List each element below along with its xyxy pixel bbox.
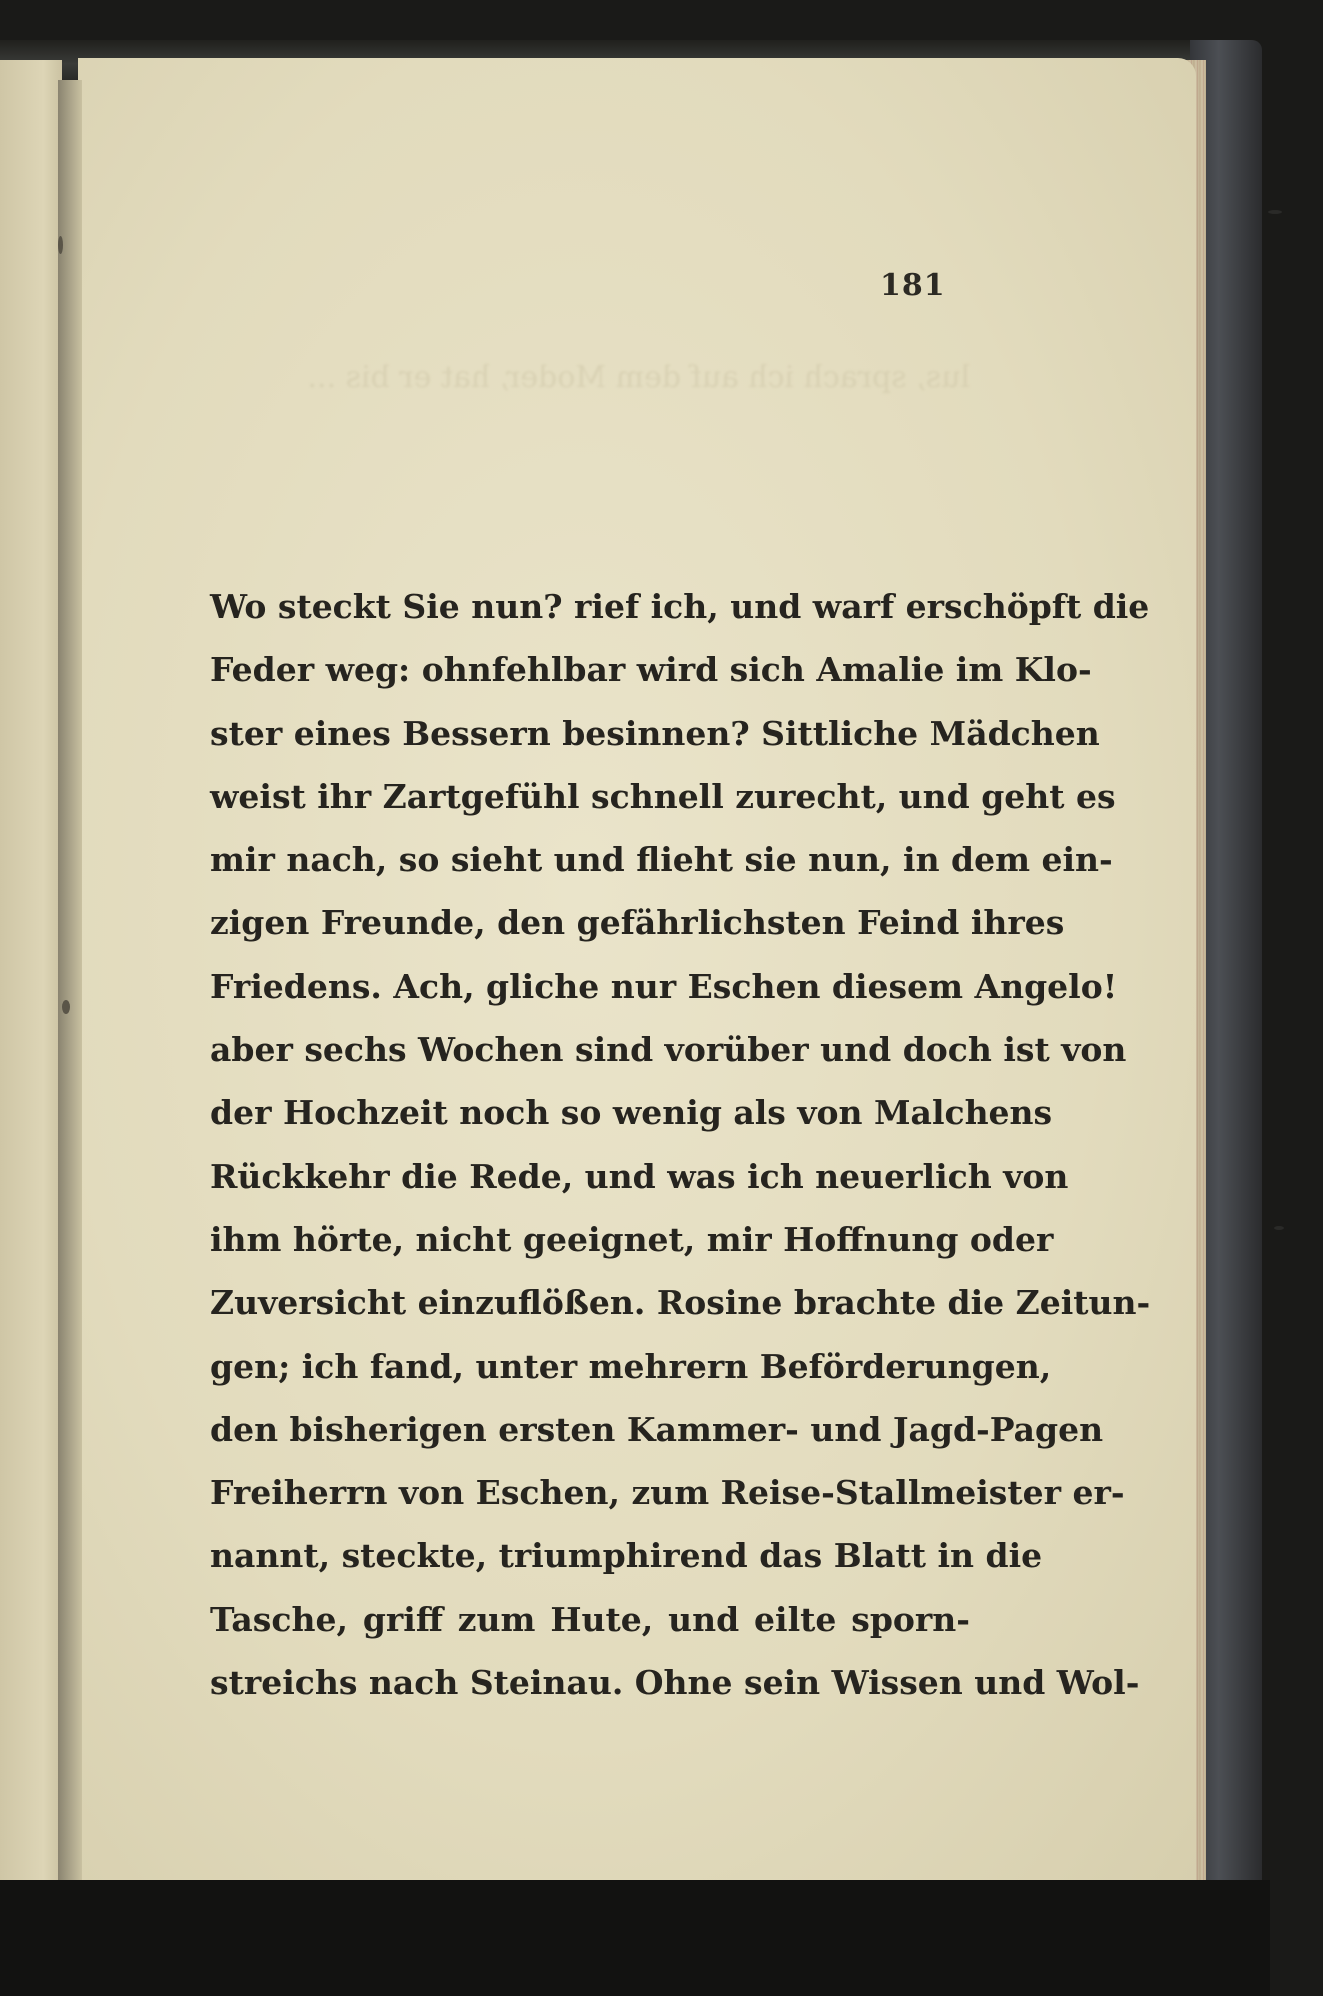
paper-speck <box>1274 1226 1284 1230</box>
text-line: Wo steckt Sie nun? rief ich, und warf erschöpft die <box>210 587 1150 626</box>
text-line: Friedens. Ach, gliche nur Eschen diesem Angelo! <box>210 966 1118 1006</box>
text-line: Tasche, griff zum Hute, und eilte sporn- <box>210 1599 970 1639</box>
book-gutter <box>58 80 82 1880</box>
text-line: streichs nach Steinau. Ohne sein Wissen und Wol- <box>210 1663 1140 1703</box>
left-page-strip <box>0 60 62 1880</box>
scan-bottom-border <box>0 1880 1270 1996</box>
text-line: Rückkehr die Rede, und was ich neuerlich von <box>210 1156 1069 1196</box>
text-line: Feder weg: ohnfehlbar wird sich Amalie im Klo- <box>210 650 1092 690</box>
text-line: gen; ich fand, unter mehrern Beförderungen, <box>210 1346 1052 1386</box>
text-line: der Hochzeit noch so wenig als von Malchens <box>210 1093 1053 1133</box>
text-line: mir nach, so sieht und flieht sie nun, in dem ein- <box>210 840 1113 880</box>
paper-speck <box>62 1000 70 1014</box>
text-line: aber sechs Wochen sind vorüber und doch ist von <box>210 1030 1127 1070</box>
body-text <box>210 575 1151 1714</box>
page-number: 181 <box>880 268 946 303</box>
bleed-through-text: lus, sprach ich auf dem Moder, hat er bis ... <box>307 360 970 395</box>
text-line: ihm hörte, nicht geeignet, mir Hoffnung oder <box>210 1219 1054 1259</box>
paper-speck <box>1268 210 1282 214</box>
text-line: weist ihr Zartgefühl schnell zurecht, und geht es <box>210 776 1116 816</box>
text-line: zigen Freunde, den gefährlichsten Feind ihres <box>210 903 1065 943</box>
text-line: nannt, steckte, triumphirend das Blatt in die <box>210 1536 1043 1576</box>
text-line: Zuversicht einzuflößen. Rosine brachte die Zeitun- <box>210 1283 1151 1323</box>
text-line: Freiherrn von Eschen, zum Reise-Stallmeister er- <box>210 1473 1125 1513</box>
text-line: ster eines Bessern besinnen? Sittliche Mädchen <box>210 713 1100 753</box>
text-line: den bisherigen ersten Kammer- und Jagd-Pagen <box>210 1409 1104 1449</box>
paper-speck <box>58 236 63 254</box>
